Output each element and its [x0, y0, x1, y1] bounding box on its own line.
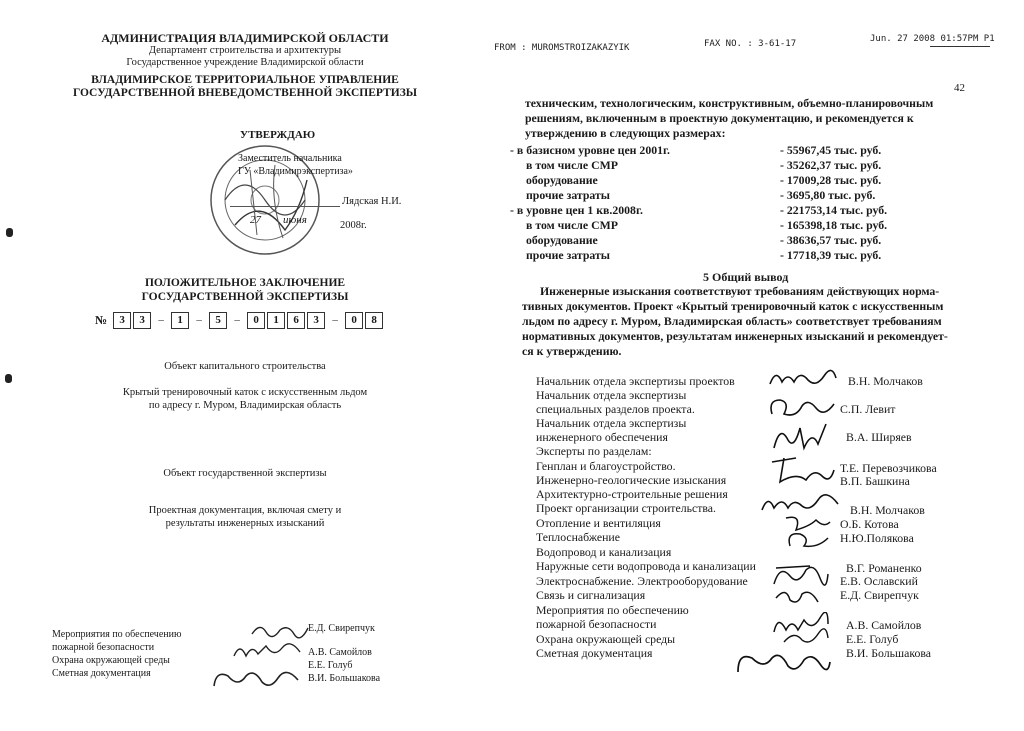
- number-digit: 1: [171, 312, 189, 329]
- page-number: 42: [954, 82, 965, 94]
- number-label: №: [95, 312, 108, 327]
- signatory-label: Мероприятия по обеспечению: [536, 603, 689, 617]
- bottom-row-name: Е.Д. Свирепчук: [308, 623, 375, 634]
- fax-date-underline: [930, 46, 990, 47]
- signatory-name: Н.Ю.Полякова: [840, 531, 914, 545]
- signatory-name: В.П. Башкина: [840, 474, 910, 488]
- signatory-name: В.Н. Молчаков: [850, 503, 925, 517]
- title-page: [0, 0, 470, 731]
- signature-scribble-icon: [232, 640, 302, 662]
- signature-scribble-icon: [780, 628, 830, 648]
- conclusion-line: льдом по адресу г. Муром, Владимирская область» соответствует требованиям: [522, 314, 942, 328]
- expertise-object-line-1: Проектная документация, включая смету и: [148, 505, 342, 516]
- conclusion-title-2: ГОСУДАРСТВЕННОЙ ЭКСПЕРТИЗЫ: [141, 291, 349, 303]
- cost-value: - 55967,45 тыс. руб.: [780, 143, 882, 157]
- signatory-label: Проект организации строительства.: [536, 501, 716, 515]
- number-digit: 0: [345, 312, 363, 329]
- number-digit: 8: [365, 312, 383, 329]
- signatory-label: Генплан и благоустройство.: [536, 459, 676, 473]
- institution: Государственное учреждение Владимирской области: [126, 57, 364, 68]
- conclusion-line: Инженерные изыскания соответствуют требованиям действующих норма-: [540, 284, 940, 298]
- admin-title: АДМИНИСТРАЦИЯ ВЛАДИМИРСКОЙ ОБЛАСТИ: [101, 31, 389, 45]
- signatory-name: В.Н. Молчаков: [848, 374, 923, 388]
- signature-scribble-icon: [768, 368, 838, 390]
- conclusion-line: нормативных документов, результатам инженерных изысканий и рекомендует-: [522, 329, 948, 343]
- signatory-label: Водопровод и канализация: [536, 545, 672, 559]
- cost-value: - 221753,14 тыс. руб.: [780, 203, 888, 217]
- cost-value: - 17718,39 тыс. руб.: [780, 248, 882, 262]
- conclusion-number: [95, 311, 385, 329]
- number-digit: 3: [307, 312, 325, 329]
- signatory-name: Е.Е. Голуб: [846, 632, 899, 646]
- signature-scribble-icon: [772, 584, 822, 608]
- signatory-name: В.Г. Романенко: [846, 561, 922, 575]
- section-title: 5 Общий вывод: [703, 270, 789, 284]
- signatory-label: пожарной безопасности: [536, 617, 657, 631]
- signatory-label: Электроснабжение. Электрооборудование: [536, 574, 748, 588]
- signatory-label: Инженерно-геологические изыскания: [536, 473, 727, 487]
- signatory-name: Е.В. Ославский: [840, 574, 918, 588]
- approver-org: ГУ «Владимирэкспертиза»: [238, 166, 353, 177]
- cost-value: - 17009,28 тыс. руб.: [780, 173, 882, 187]
- cost-label: прочие затраты: [526, 188, 611, 202]
- signature-scribble-icon: [250, 620, 310, 640]
- object-line-2: по адресу г. Муром, Владимирская область: [148, 400, 342, 411]
- signature-scribble-icon: [784, 528, 834, 550]
- bottom-row-label: Сметная документация: [52, 668, 151, 679]
- punch-hole-mark: [5, 374, 12, 383]
- signature-scribble-icon: [210, 666, 300, 694]
- signatory-label: Начальник отдела экспертизы проектов: [536, 374, 735, 388]
- number-separator: –: [332, 314, 338, 326]
- cost-label: в том числе СМР: [526, 158, 618, 172]
- number-digit: 3: [113, 312, 131, 329]
- number-separator: –: [196, 314, 202, 326]
- bottom-row-name: Е.Е. Голуб: [308, 660, 353, 671]
- approve-year: 2008г.: [340, 220, 367, 231]
- signature-scribble-icon: [766, 394, 836, 422]
- signatory-name: В.И. Большакова: [846, 646, 932, 660]
- cost-label: прочие затраты: [526, 248, 611, 262]
- signatory-name: Е.Д. Свирепчук: [840, 588, 919, 602]
- cost-value: - 3695,80 тыс. руб.: [780, 188, 876, 202]
- number-digit: 1: [267, 312, 285, 329]
- conclusion-line: тивных документов. Проект «Крытый тренировочный каток с искусственным: [522, 299, 944, 313]
- signatory-name: Т.Е. Перевозчикова: [840, 461, 937, 475]
- cost-value: - 165398,18 тыс. руб.: [780, 218, 888, 232]
- cost-label: - в уровне цен 1 кв.2008г.: [510, 203, 643, 217]
- number-digit: 3: [133, 312, 151, 329]
- agency-line-2: ГОСУДАРСТВЕННОЙ ВНЕВЕДОМСТВЕННОЙ ЭКСПЕРТИЗЫ: [72, 87, 418, 99]
- cost-value: - 35262,37 тыс. руб.: [780, 158, 882, 172]
- signature-scribble-icon: [766, 452, 836, 488]
- signatory-name: А.В. Самойлов: [846, 618, 922, 632]
- approve-day: 27: [250, 214, 261, 226]
- approver-name: Лядская Н.И.: [342, 196, 402, 207]
- number-digit: 5: [209, 312, 227, 329]
- intro-line: утверждению в следующих размерах:: [525, 126, 726, 140]
- fax-from: FROM : MUROMSTROIZAKAZYIK: [494, 43, 630, 53]
- expertise-object-label: Объект государственной экспертизы: [163, 468, 327, 479]
- cost-label: в том числе СМР: [526, 218, 618, 232]
- approve-month: июня: [283, 214, 307, 226]
- cost-label: - в базисном уровне цен 2001г.: [510, 143, 670, 157]
- bottom-row-label: Охрана окружающей среды: [52, 655, 170, 666]
- signatory-name: О.Б. Котова: [840, 517, 899, 531]
- signatory-label: Начальник отдела экспертизы: [536, 388, 687, 402]
- punch-hole-mark: [6, 228, 13, 237]
- signatory-label: Начальник отдела экспертизы: [536, 416, 687, 430]
- approver-title: Заместитель начальника: [238, 153, 342, 164]
- signatory-name: В.А. Ширяев: [846, 430, 912, 444]
- cost-value: - 38636,57 тыс. руб.: [780, 233, 882, 247]
- signatory-label: Охрана окружающей среды: [536, 632, 676, 646]
- expertise-object-line-2: результаты инженерных изысканий: [165, 518, 325, 529]
- bottom-row-name: А.В. Самойлов: [308, 647, 372, 658]
- signature-line: [230, 206, 340, 207]
- conclusion-title-1: ПОЛОЖИТЕЛЬНОЕ ЗАКЛЮЧЕНИЕ: [144, 277, 346, 289]
- signatory-label: Сметная документация: [536, 646, 653, 660]
- signatory-label: Теплоснабжение: [536, 530, 620, 544]
- agency-line-1: ВЛАДИМИРСКОЕ ТЕРРИТОРИАЛЬНОЕ УПРАВЛЕНИЕ: [91, 74, 399, 86]
- conclusion-page: [470, 0, 1024, 731]
- object-line-1: Крытый тренировочный каток с искусственным льдом: [122, 387, 368, 398]
- conclusion-line: ся к утверждению.: [522, 344, 622, 358]
- signatory-label: Архитектурно-строительные решения: [536, 487, 728, 501]
- signature-scribble-icon: [770, 420, 830, 454]
- intro-line: техническим, технологическим, конструктивным, объемно-планировочным: [525, 96, 934, 110]
- number-separator: –: [158, 314, 164, 326]
- signatory-label: Эксперты по разделам:: [536, 444, 652, 458]
- fax-date: Jun. 27 2008 01:57PM P1: [870, 34, 995, 44]
- number-separator: –: [234, 314, 240, 326]
- approve-heading: УТВЕРЖДАЮ: [240, 129, 316, 141]
- cost-label: оборудование: [526, 173, 598, 187]
- number-digit: 6: [287, 312, 305, 329]
- signatory-label: Наружные сети водопровода и канализации: [536, 559, 756, 573]
- signatory-label: Отопление и вентиляция: [536, 516, 661, 530]
- bottom-row-label: Мероприятия по обеспечению: [52, 629, 182, 640]
- bottom-row-name: В.И. Большакова: [308, 673, 381, 684]
- intro-line: решениям, включенным в проектную документацию, и рекомендуется к: [525, 111, 914, 125]
- department: Департамент строительства и архитектуры: [148, 45, 342, 56]
- signatory-label: Связь и сигнализация: [536, 588, 646, 602]
- signatory-name: С.П. Левит: [840, 402, 896, 416]
- signature-scribble-icon: [732, 648, 832, 680]
- signatory-label: инженерного обеспечения: [536, 430, 668, 444]
- number-digit: 0: [247, 312, 265, 329]
- fax-number: FAX NO. : 3-61-17: [704, 39, 797, 49]
- signatory-label: специальных разделов проекта.: [536, 402, 695, 416]
- bottom-row-label: пожарной безопасности: [52, 642, 155, 653]
- cost-label: оборудование: [526, 233, 598, 247]
- object-label: Объект капитального строительства: [164, 361, 326, 372]
